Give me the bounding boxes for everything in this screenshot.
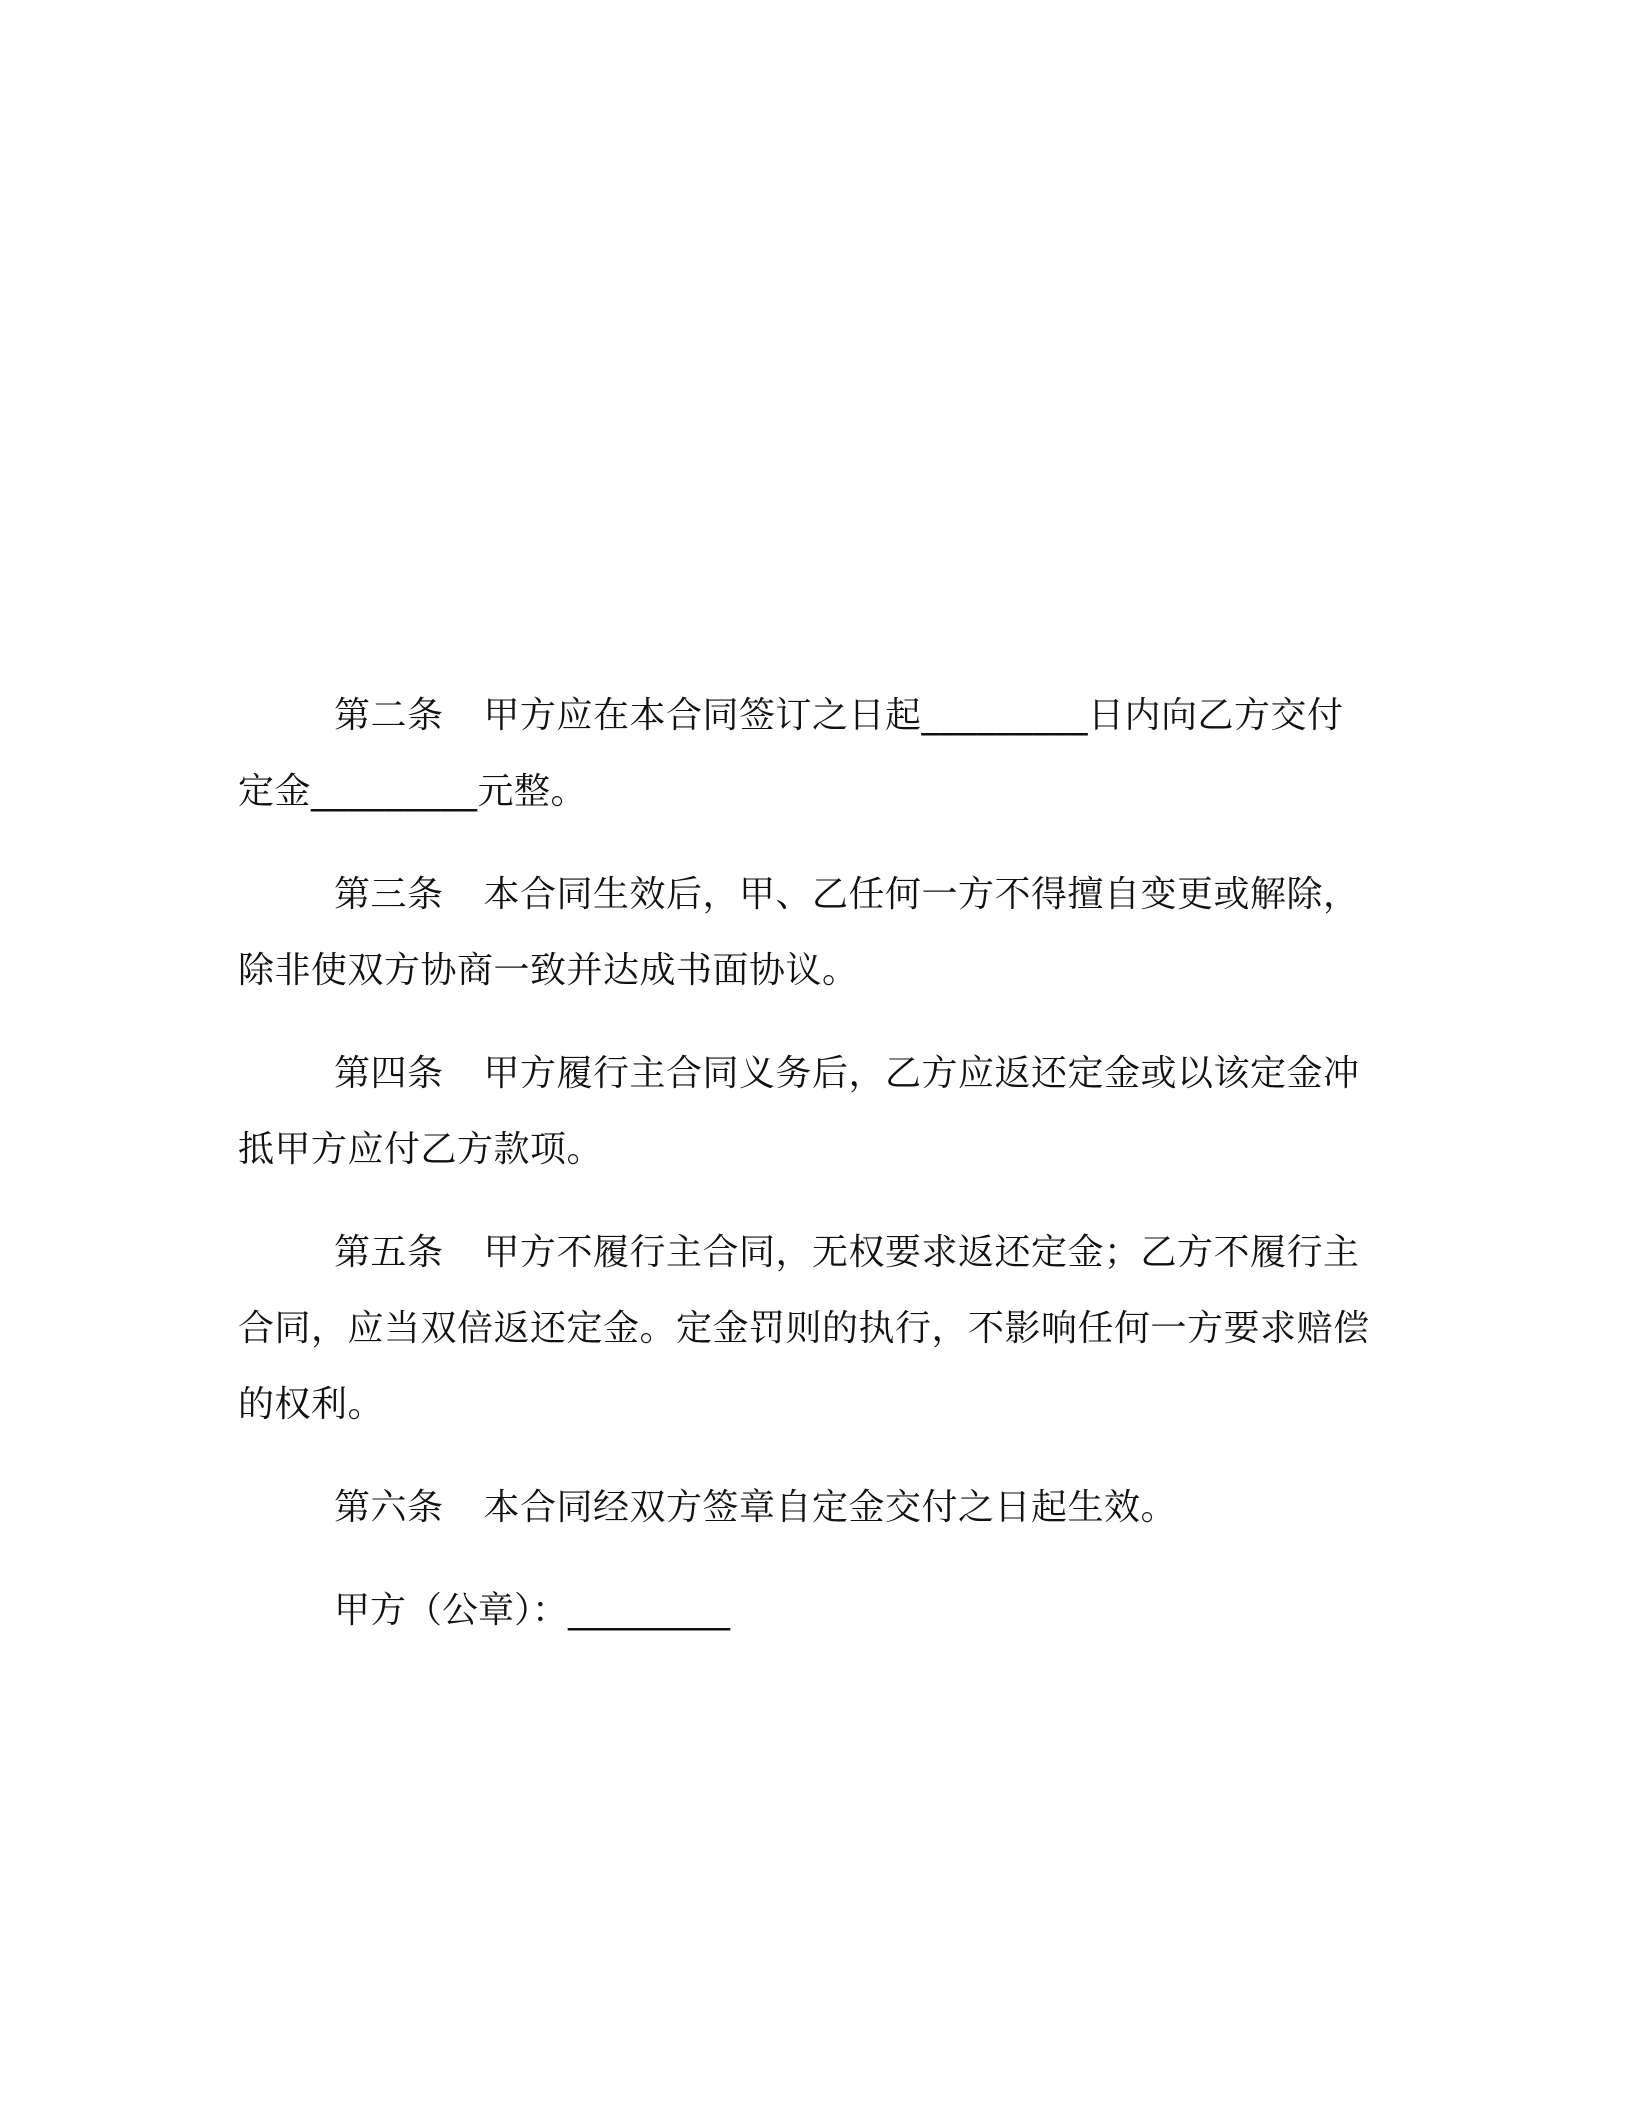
article-6-text: 本合同经双方签章自定金交付之日起生效。 <box>483 1487 1178 1528</box>
article-3-text: 本合同生效后，甲、乙任何一方不得擅自变更或解除，除非使双方协商一致并达成书面协议。 <box>238 874 1360 991</box>
article-4-text: 甲方履行主合同义务后，乙方应返还定金或以该定金冲抵甲方应付乙方款项。 <box>238 1053 1360 1170</box>
contract-body <box>238 678 1378 1649</box>
article-5-text: 甲方不履行主合同，无权要求返还定金；乙方不履行主合同，应当双倍返还定金。定金罚则的执行，不影响任何一方要求赔偿的权利。 <box>238 1232 1370 1425</box>
article-4-label: 第四条 <box>334 1053 444 1094</box>
article-6-label: 第六条 <box>334 1487 444 1528</box>
article-2-text: 甲方应在本合同签订之日起_________日内向乙方交付定金_________元整。 <box>238 695 1344 812</box>
article-6 <box>238 1470 1378 1546</box>
article-5-label: 第五条 <box>334 1232 444 1273</box>
article-2 <box>238 678 1378 830</box>
party-a-signature-line: 甲方（公章）：_________ <box>334 1590 731 1631</box>
article-5 <box>238 1215 1378 1443</box>
article-4 <box>238 1036 1378 1188</box>
article-3-label: 第三条 <box>334 874 444 915</box>
article-3 <box>238 857 1378 1009</box>
article-2-label: 第二条 <box>334 695 444 736</box>
